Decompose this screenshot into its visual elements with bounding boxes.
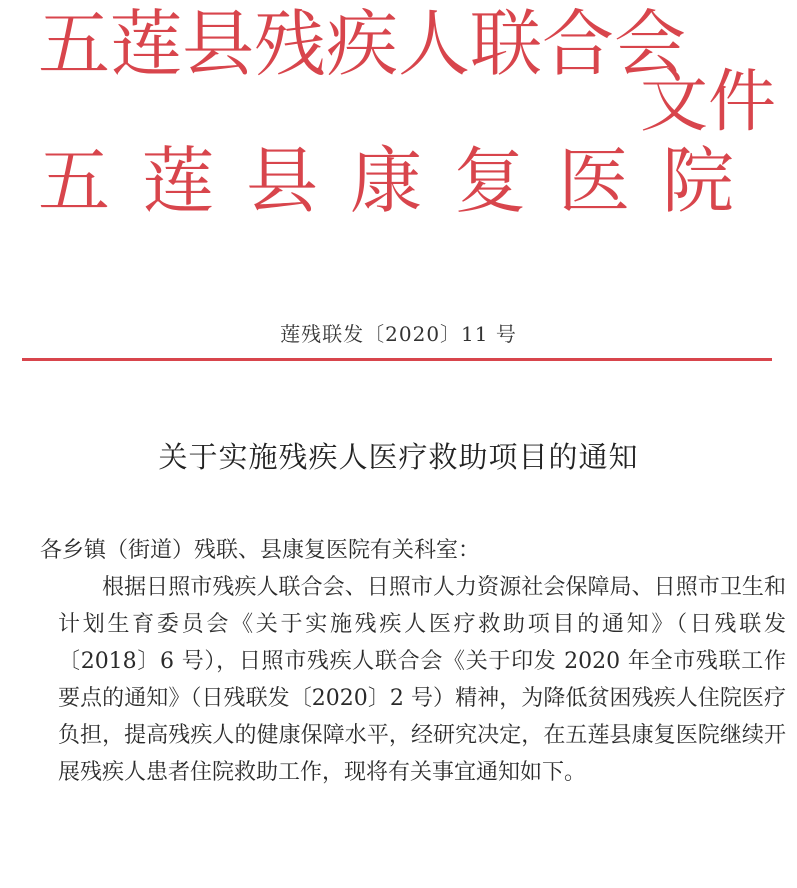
- body-paragraph: 根据日照市残疾人联合会、日照市人力资源社会保障局、日照市卫生和计划生育委员会《关于实施残疾人医疗救助项目的通知》（日残联发〔2018〕6 号），日照市残疾人联合会《关于印发 2020 年全市残联工作要点的通知》（日残联发〔2020〕2 号）精神，为降低贫困残疾人住院医疗负担，提高残疾人的健康保障水平，经研究决定，在五莲县康复医院继续开展残疾人患者住院救助工作，现将有关事宜通知如下。: [58, 575, 786, 785]
- salutation: 各乡镇（街道）残联、县康复医院有关科室：: [40, 538, 481, 563]
- issuing-org-line-1: 五莲县残疾人联合会: [38, 2, 687, 86]
- header-divider: [22, 358, 772, 361]
- issuing-org-line-2: 五莲县康复医院: [38, 139, 767, 223]
- document-type-label: 文件: [640, 63, 777, 142]
- document-body: [40, 532, 786, 791]
- document-title: 关于实施残疾人医疗救助项目的通知: [158, 440, 639, 474]
- document-number: 莲残联发〔2020〕11 号: [280, 322, 517, 346]
